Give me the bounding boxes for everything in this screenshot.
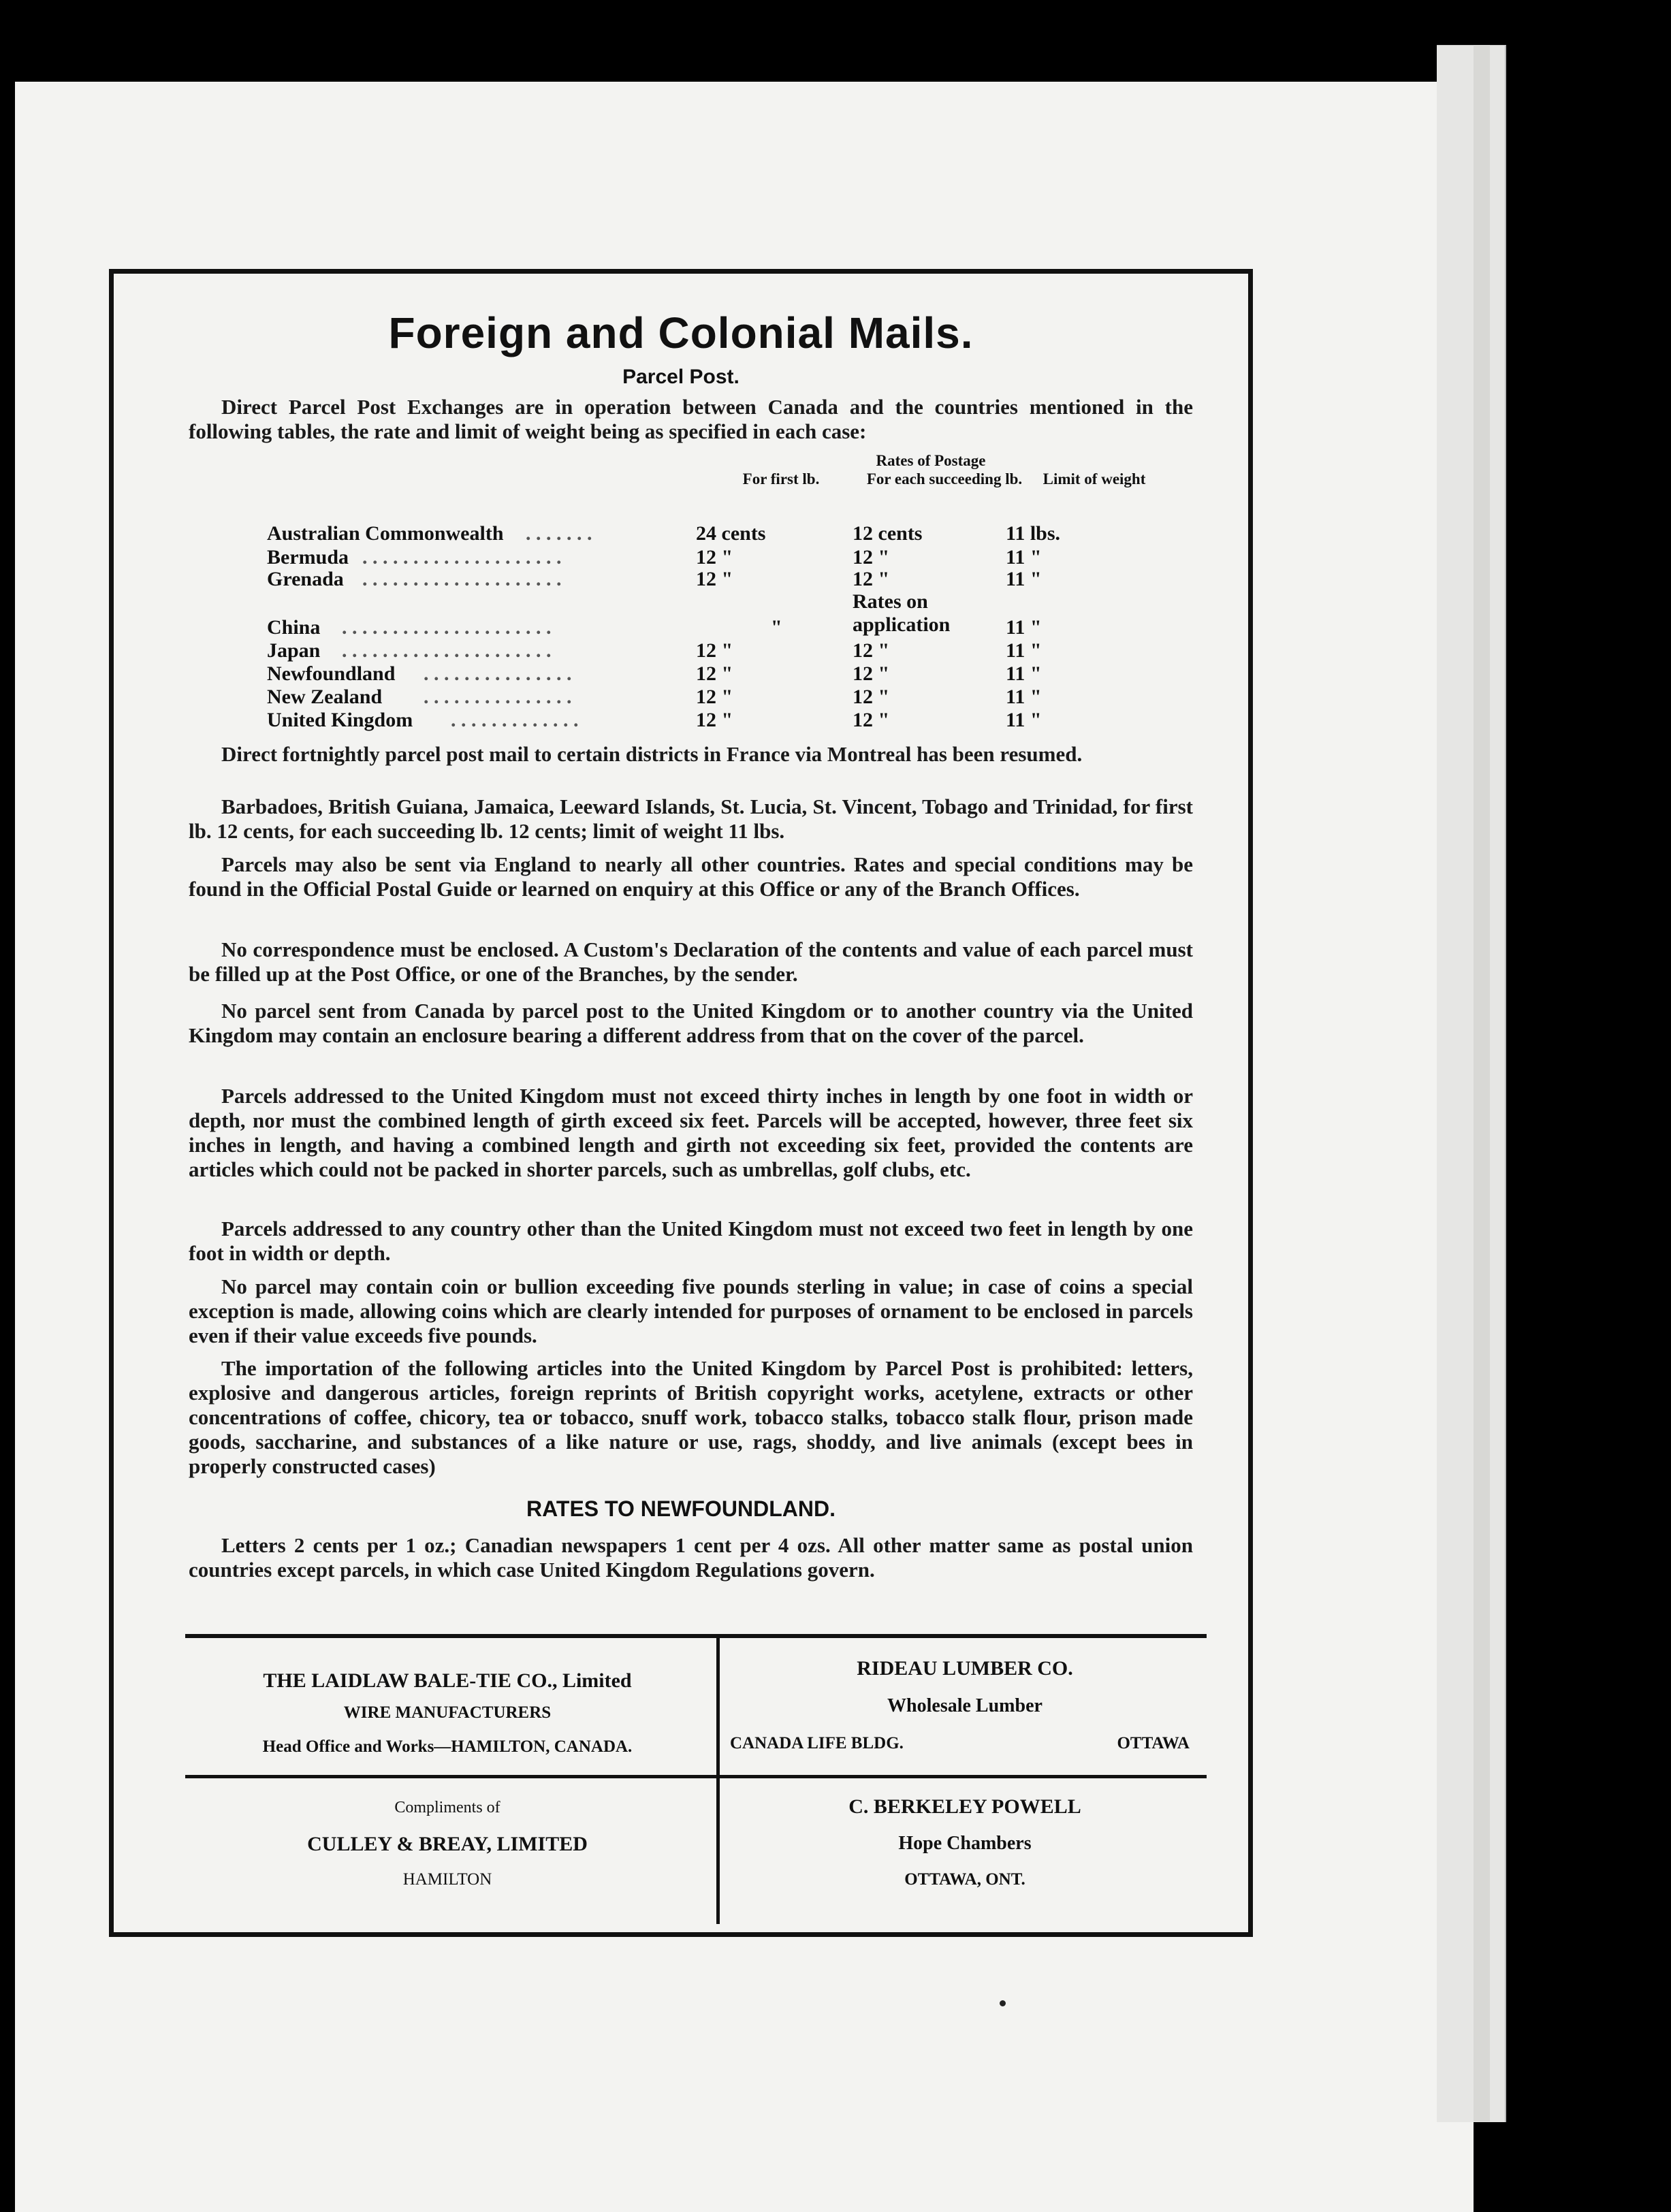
each-cell: 12 ": [853, 662, 890, 685]
first-cell: 24 cents: [696, 522, 766, 545]
first-cell: 12 ": [696, 709, 733, 731]
powell-line1: Hope Chambers: [898, 1833, 1032, 1854]
page-back-strip: [1474, 45, 1490, 2121]
table-row: Grenada . . . . . . . . . . . . . . . . . . . . 12 " 12 " 11 ": [267, 568, 1042, 590]
paragraph: Parcels may also be sent via England to nearly all other countries. Rates and special conditions may be found in the Official Postal Guide or learned on enquiry at this Office or any of the Branch Offices.: [189, 852, 1193, 901]
culley-city: HAMILTON: [402, 1870, 492, 1889]
first-cell: 12 ": [696, 639, 733, 662]
paragraph: No parcel may contain coin or bullion exceeding five pounds sterling in value; in case of coins a special exception is made, allowing coins which are clearly intended for purposes of ornament to be enclosed in parcels even if their value exceeds five pounds.: [189, 1275, 1193, 1347]
country-cell: Japan: [267, 639, 321, 662]
notice-frame: [109, 269, 1253, 1937]
page-back-edge: [1437, 45, 1506, 2122]
country-cell: Australian Commonwealth: [267, 522, 504, 545]
first-cell: 12 ": [696, 686, 733, 708]
first-cell: 12 ": [696, 546, 733, 568]
newfoundland-heading: RATES TO NEWFOUNDLAND.: [526, 1496, 835, 1521]
country-cell: Bermuda: [267, 546, 349, 568]
paragraph: No parcel sent from Canada by parcel post to the United Kingdom or to another country via the United Kingdom may contain an enclosure bearing a different address from that on the cover of the parcel.: [189, 999, 1193, 1047]
rideau-city: OTTAWA: [1117, 1734, 1190, 1752]
page-title: Foreign and Colonial Mails.: [388, 308, 974, 357]
first-cell: 12 ": [696, 662, 733, 685]
col-each-header: For each succeeding lb.: [866, 470, 1023, 487]
each-cell: 12 ": [853, 686, 890, 708]
each-cell: 12 ": [853, 568, 890, 590]
laidlaw-name: THE LAIDLAW BALE-TIE CO., Limited: [263, 1669, 632, 1692]
limit-cell: 11 ": [1006, 546, 1042, 568]
limit-cell: 11 ": [1006, 639, 1042, 662]
limit-cell: 11 ": [1006, 616, 1042, 639]
paragraph: Parcels addressed to the United Kingdom must not exceed thirty inches in length by one foot in width or depth, nor must the combined length of girth exceed six feet. Parcels will be accepted, however, three feet six inches in length, and having a combined length and girth not exceeding six feet, provided the contents are articles which could not be packed in shorter parcels, such as umbrellas, golf clubs, etc.: [189, 1084, 1193, 1181]
newfoundland-paragraph: Letters 2 cents per 1 oz.; Canadian newspapers 1 cent per 4 ozs. All other matter same as postal union countries except parcels, in which case United Kingdom Regulations govern.: [189, 1533, 1193, 1582]
first-cell: 12 ": [696, 568, 733, 590]
paragraph: Direct fortnightly parcel post mail to certain districts in France via Montreal has been resumed.: [221, 742, 1083, 766]
table-row: United Kingdom . . . . . . . . . . . . . 12 " 12 " 11 ": [267, 709, 1042, 731]
limit-cell: 11 ": [1006, 568, 1042, 590]
limit-cell: 11 ": [1006, 709, 1042, 731]
powell-name: C. BERKELEY POWELL: [848, 1795, 1081, 1818]
culley-name: CULLEY & BREAY, LIMITED: [307, 1833, 588, 1855]
first-cell: ": [771, 616, 782, 639]
each-cell: 12 ": [853, 639, 890, 662]
country-cell: Grenada: [267, 568, 344, 590]
paragraph: No correspondence must be enclosed. A Custom's Declaration of the contents and value of each parcel must be filled up at the Post Office, or one of the Branches, by the sender.: [189, 937, 1193, 986]
culley-compliments: Compliments of: [394, 1799, 500, 1816]
stray-ink-dot: [1000, 2000, 1006, 2006]
laidlaw-line2: Head Office and Works—HAMILTON, CANADA.: [262, 1737, 633, 1756]
rideau-name: RIDEAU LUMBER CO.: [857, 1657, 1073, 1680]
each-cell: 12 ": [853, 546, 890, 568]
rideau-address: CANADA LIFE BLDG.: [730, 1734, 904, 1752]
table-row: New Zealand . . . . . . . . . . . . . . . 12 " 12 " 11 ": [267, 686, 1042, 708]
table-row: Australian Commonwealth . . . . . . . 24 cents 12 cents 11 lbs.: [267, 522, 1061, 545]
country-cell: New Zealand: [267, 686, 383, 708]
intro-paragraph: Direct Parcel Post Exchanges are in operation between Canada and the countries mentioned in the following tables, the rate and limit of weight being as specified in each case:: [189, 395, 1193, 443]
rates-group-header: Rates of Postage: [876, 452, 986, 469]
country-cell: United Kingdom: [267, 709, 413, 731]
limit-cell: 11 lbs.: [1006, 522, 1061, 545]
ad-grid-middle-rule: [185, 1775, 1207, 1778]
ad-grid-center-rule: [716, 1638, 720, 1924]
each-cell: 12 ": [853, 709, 890, 731]
each-cell: 12 cents: [853, 522, 923, 545]
paragraph: Parcels addressed to any country other than the United Kingdom must not exceed two feet in length by one foot in width or depth.: [189, 1217, 1193, 1265]
table-row: Bermuda . . . . . . . . . . . . . . . . . . . . 12 " 12 " 11 ": [267, 546, 1042, 568]
page-subtitle: Parcel Post.: [622, 366, 739, 388]
limit-cell: 11 ": [1006, 662, 1042, 685]
rideau-line1: Wholesale Lumber: [887, 1695, 1043, 1716]
table-row: Japan . . . . . . . . . . . . . . . . . . . . . 12 " 12 " 11 ": [267, 639, 1042, 662]
each-cell: Rates on application: [853, 590, 951, 636]
country-cell: China: [267, 616, 321, 639]
paragraph: The importation of the following articles into the United Kingdom by Parcel Post is prohibited: letters, explosive and dangerous articles, foreign reprints of British copyright works, acetylene, extracts or other concentrations of coffee, chicory, tea or tobacco, snuff work, tobacco stalks, tobacco stalk flour, prison made goods, saccharine, and substances of a like nature or use, rags, shoddy, and live animals (except bees in properly constructed cases): [189, 1356, 1193, 1478]
table-row: China . . . . . . . . . . . . . . . . . . . . . " Rates on application 11 ": [267, 590, 1042, 639]
table-row: Newfoundland . . . . . . . . . . . . . . . 12 " 12 " 11 ": [267, 662, 1042, 685]
laidlaw-line1: WIRE MANUFACTURERS: [343, 1703, 552, 1722]
country-cell: Newfoundland: [267, 662, 396, 685]
col-limit-header: Limit of weight: [1043, 470, 1146, 487]
ad-grid-top-rule: [185, 1634, 1207, 1638]
col-first-header: For first lb.: [742, 470, 820, 487]
paragraph: Barbadoes, British Guiana, Jamaica, Leeward Islands, St. Lucia, St. Vincent, Tobago and Trinidad, for first lb. 12 cents, for each succeeding lb. 12 cents; limit of weight 11 lbs.: [189, 795, 1193, 843]
limit-cell: 11 ": [1006, 686, 1042, 708]
powell-line2: OTTAWA, ONT.: [904, 1870, 1025, 1889]
